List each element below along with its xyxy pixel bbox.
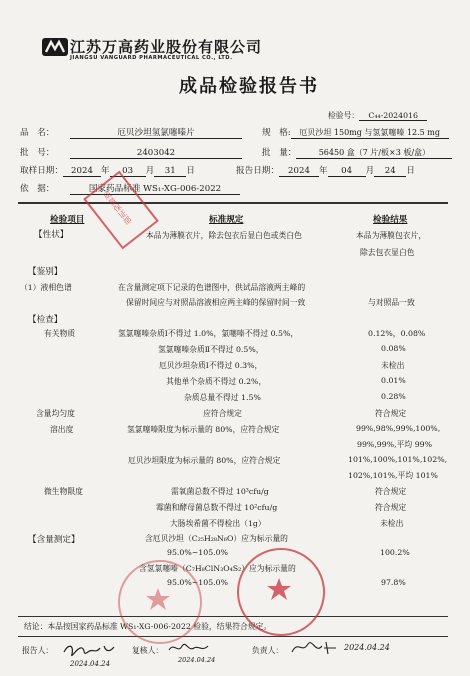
section-identify: 【鉴别】 — [28, 267, 63, 277]
dissolution-result-1b: 99%,99%,平均 99% — [357, 440, 433, 449]
star-icon — [237, 548, 321, 632]
assay-result-1: 100.2% — [380, 548, 410, 557]
dissolution-result-2a: 101%,100%,101%,102%, — [348, 455, 448, 464]
report-number-value: C₄₄-2024016 — [359, 111, 427, 121]
company-name-cn: 江苏万高药业股份有限公司 — [70, 38, 263, 56]
report-date-row — [236, 164, 415, 177]
microbial-result-2: 符合规定 — [375, 503, 407, 512]
dissolution-standard-1: 氢氯噻嗪限度为标示量的 80%，应符合规定 — [127, 425, 280, 434]
microbial-standard-2: 霉菌和酵母菌总数不得过 10²cfu/g — [156, 503, 278, 512]
assay-standard-2b: 95.0%~105.0% — [167, 578, 229, 587]
approver-signature — [288, 636, 342, 664]
microbial-item: 微生物限度 — [44, 487, 83, 496]
qty-row — [262, 146, 452, 159]
month-char: 月 — [365, 166, 375, 176]
dissolution-item: 溶出度 — [50, 425, 74, 434]
month-char: 月 — [145, 166, 155, 176]
identify-standard-1: 在含量测定项下记录的色谱图中，供试品溶液两主峰的 — [118, 283, 306, 292]
reporter-signature — [60, 638, 120, 676]
year-char: 年 — [318, 166, 328, 176]
character-standard: 本品为薄膜衣片，除去包衣后显白色或类白色 — [146, 231, 302, 240]
identify-item: （1）液相色谱 — [20, 283, 72, 292]
related-result-4: 0.01% — [381, 376, 406, 385]
reporter-label: 报告人： — [22, 646, 54, 655]
related-result-5: 0.28% — [381, 392, 406, 401]
microbial-standard-3: 大肠埃希菌不得检出（1g） — [170, 519, 266, 528]
assay-standard-1: 含厄贝沙坦（C₂₅H₂₈N₆O）应为标示量的 — [145, 534, 288, 543]
section-assay: 【含量测定】 — [28, 535, 80, 545]
footer-divider — [18, 636, 448, 637]
related-standard-1: 氢氯噻嗪杂质Ⅰ不得过 1.0%，氯噻嗪不得过 0.5%， — [118, 329, 299, 338]
assay-standard-1b: 95.0%~105.0% — [167, 548, 229, 557]
product-value: 厄贝沙坦氢氯噻嗪片 — [70, 126, 242, 139]
company-name-en: JIANGSU VANGUARD PHARMACEUTICAL CO., LTD. — [70, 55, 233, 61]
approver-date: 2024.04.24 — [344, 643, 390, 652]
report-number-label: 检验号： — [328, 111, 360, 120]
batch-value: 2403042 — [70, 148, 242, 159]
company-stamp — [237, 548, 325, 636]
qty-value: 56450 盒（7 片/板×3 板/盒） — [296, 147, 452, 159]
product-row — [20, 126, 242, 139]
assay-standard-2: 含氢氯噻嗪（C₇H₈ClN₃O₄S₂）应为标示量的 — [139, 564, 296, 573]
header-divider — [18, 202, 448, 204]
cu-standard: 应符合规定 — [203, 409, 242, 418]
sample-month: 03 — [110, 166, 146, 177]
report-year: 2024 — [279, 166, 319, 177]
header-item: 检验项目 — [50, 215, 85, 225]
conclusion: 结论：本品按国家药品标准 WS₁-XG-006-2022 检验，结果符合规定。 — [24, 622, 272, 631]
batch-label: 批 号： — [20, 148, 55, 158]
identify-result: 与对照品一致 — [368, 298, 415, 307]
qc-stamp-text: 质量保证部 — [101, 189, 134, 227]
microbial-standard-1: 需氧菌总数不得过 10³cfu/g — [171, 487, 269, 496]
identify-standard-2: 保留时间应与对照品溶液相应两主峰的保留时间一致 — [126, 298, 306, 307]
sample-year: 2024 — [63, 166, 101, 177]
dissolution-standard-2: 厄贝沙坦限度为标示量的 80%，应符合规定 — [128, 456, 281, 465]
report-day: 24 — [374, 166, 406, 177]
basis-label: 依 据： — [20, 184, 55, 194]
year-char: 年 — [100, 166, 110, 176]
page-title: 成品检验报告书 — [179, 76, 319, 97]
related-standard-4: 其他单个杂质不得过 0.2%， — [166, 377, 267, 386]
logo-mark-icon — [42, 36, 68, 58]
dissolution-result-2b: 102%,101%,平均 101% — [348, 471, 438, 480]
day-char: 日 — [186, 166, 195, 176]
section-character: 【性状】 — [34, 230, 69, 240]
product-label: 品 名： — [20, 128, 55, 138]
sample-date-row — [20, 164, 195, 177]
section-check: 【检查】 — [28, 315, 63, 325]
handwritten-signature-icon — [288, 636, 342, 660]
approver-label: 负责人： — [252, 646, 284, 655]
qty-label: 批 量： — [262, 148, 297, 158]
related-standard-3: 厄贝沙坦杂质Ⅰ不得过 0.3%， — [159, 361, 263, 370]
company-stamp-faint — [118, 560, 202, 644]
batch-row — [20, 146, 242, 159]
related-result-1: 0.12%，0.08% — [368, 329, 426, 338]
header-standard: 标准规定 — [209, 215, 244, 225]
cu-result: 符合规定 — [375, 409, 407, 418]
character-result-1: 本品为薄膜包衣片， — [356, 231, 427, 240]
assay-result-2: 97.8% — [381, 578, 406, 587]
related-result-3: 未检出 — [381, 361, 405, 370]
reporter-date: 2024.04.24 — [70, 660, 111, 668]
basis-value: 国家药品标准 WS₁-XG-006-2022 — [70, 182, 240, 195]
related-standard-2: 氢氯噻嗪杂质Ⅱ不得过 0.5%， — [158, 345, 264, 354]
microbial-result-1: 符合规定 — [375, 487, 407, 496]
star-icon — [118, 560, 198, 640]
company-logo — [42, 36, 68, 58]
report-number — [328, 110, 427, 121]
related-item: 有关物质 — [44, 329, 76, 338]
character-result-2: 除去包衣显白色 — [360, 248, 415, 257]
related-result-2: 0.08% — [381, 344, 406, 353]
cu-item: 含量均匀度 — [36, 409, 75, 418]
report-month: 04 — [328, 166, 366, 177]
sample-date-label: 取样日期： — [20, 166, 63, 176]
sample-day: 31 — [154, 166, 186, 177]
spec-value: 厄贝沙坦 150mg 与氢氯噻嗪 12.5 mg — [291, 127, 449, 139]
conclusion-divider — [18, 616, 448, 617]
spec-label: 规 格: — [262, 128, 291, 138]
report-date-label: 报告日期： — [236, 166, 279, 176]
reviewer-label: 复核人： — [132, 646, 164, 655]
dissolution-result-1a: 99%,98%,99%,100%, — [356, 424, 441, 433]
microbial-result-3: 未检出 — [380, 519, 404, 528]
reviewer-date: 2024.04.24 — [178, 656, 216, 664]
spec-row — [262, 126, 449, 139]
day-char: 日 — [406, 166, 415, 176]
related-standard-5: 杂质总量不得过 1.5% — [184, 393, 261, 402]
header-result: 检验结果 — [373, 215, 408, 225]
